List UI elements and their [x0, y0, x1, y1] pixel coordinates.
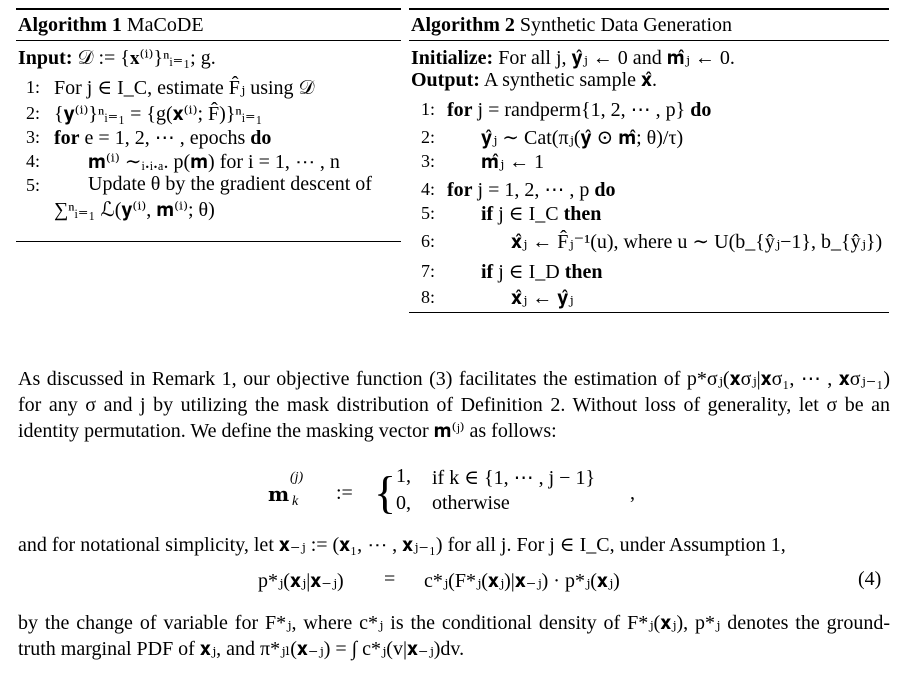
mask-symbol: 𝐦 — [268, 484, 290, 506]
loop-range: j = 1, 2, ⋯ , p — [477, 179, 590, 201]
paragraph-2-text: and for notational simplicity, let 𝐱₋ⱼ := (𝐱₁, ⋯ , 𝐱ⱼ₋₁) for all j. For j ∈ I_C, under Assumption 1, — [18, 534, 786, 556]
line-text: 𝐦⁽ⁱ⁾ ∼ᵢ.ᵢ.ₐ. p(𝐦) for i = 1, ⋯ , n — [88, 151, 340, 173]
keyword-then: then — [563, 203, 602, 225]
algorithm-1-title — [16, 10, 401, 40]
line-text: {𝐲⁽ⁱ⁾}ⁿᵢ₌₁ = {g(𝐱⁽ⁱ⁾; F̂)}ⁿᵢ₌₁ — [54, 103, 263, 125]
algorithm-1-name: MaCoDE — [126, 14, 204, 36]
line-text: 𝐱̂ⱼ ← F̂ⱼ⁻¹(u), where u ∼ U(b_{ŷⱼ−1}, b_{ŷⱼ}) — [511, 231, 883, 253]
line-text — [54, 125, 271, 150]
line-number: 3: — [26, 127, 41, 147]
paragraph-3 — [18, 610, 890, 662]
case-1-condition: if k ∈ {1, ⋯ , j − 1} — [432, 467, 596, 489]
algorithm-2-label: Algorithm 2 — [411, 14, 515, 36]
equation-4-lhs: p*ⱼ(𝐱ⱼ|𝐱₋ⱼ) — [258, 570, 344, 592]
equation-4-rhs: c*ⱼ(F*ⱼ(𝐱ⱼ)|𝐱₋ⱼ) · p*ⱼ(𝐱ⱼ) — [424, 570, 620, 592]
line-text: 𝐲̂ⱼ ∼ Cat(πⱼ(𝐲̂ ⊙ 𝐦̂; θ)/τ) — [481, 127, 684, 149]
keyword-do: do — [690, 99, 712, 121]
algorithm-2-output — [411, 69, 657, 92]
equation-4-equals: = — [384, 568, 396, 590]
algorithm-2-initialize — [411, 45, 735, 70]
case-2-condition: otherwise — [432, 492, 510, 514]
line-text — [481, 201, 601, 226]
algorithm-2-box — [409, 8, 889, 313]
line-number: 4: — [26, 151, 41, 171]
input-text: 𝒟 := {𝐱⁽ⁱ⁾}ⁿᵢ₌₁; g. — [77, 47, 216, 69]
condition: j ∈ I_D — [498, 261, 560, 283]
equation-comma: , — [630, 482, 635, 504]
output-text: A synthetic sample 𝐱̂. — [483, 69, 657, 91]
line-text — [481, 259, 602, 284]
line-text — [447, 177, 616, 202]
keyword-for: for — [447, 99, 473, 121]
paragraph-1-text: As discussed in Remark 1, our objective function (3) facilitates the estimation of p*σⱼ(𝐱σⱼ|𝐱σ₁, ⋯ , 𝐱σⱼ₋₁) for any σ and j by utilizing the mask distribution of Definition 2. Without loss of generality, let σ be an identity permutation. We define the masking vector 𝐦⁽ʲ⁾ as follows: — [18, 368, 890, 442]
line-text: Update θ by the gradient descent of — [88, 173, 372, 195]
line-number: 1: — [421, 99, 436, 119]
paragraph-1 — [18, 366, 890, 444]
line-text: ∑ⁿᵢ₌₁ ℒ(𝐲⁽ⁱ⁾, 𝐦⁽ⁱ⁾; θ) — [54, 199, 215, 221]
initialize-label: Initialize: — [411, 47, 494, 69]
keyword-for: for — [54, 127, 80, 149]
algorithm-2-title — [409, 10, 889, 40]
definition-operator: := — [336, 482, 353, 504]
line-text: 𝐱̂ⱼ ← 𝐲̂ⱼ — [511, 287, 574, 309]
line-text — [447, 97, 711, 122]
keyword-do: do — [594, 179, 616, 201]
loop-range: j = randperm{1, 2, ⋯ , p} — [477, 99, 686, 121]
keyword-if: if — [481, 203, 494, 225]
line-number: 4: — [421, 179, 436, 199]
line-text: 𝐦̂ⱼ ← 1 — [481, 151, 545, 173]
mask-subscript: k — [292, 494, 299, 509]
mask-superscript: (j) — [290, 470, 304, 485]
keyword-for: for — [447, 179, 473, 201]
line-number: 5: — [26, 175, 41, 195]
line-number: 5: — [421, 203, 436, 223]
algorithm-1-body — [16, 41, 401, 241]
algorithm-2-name: Synthetic Data Generation — [519, 14, 733, 36]
line-number: 7: — [421, 261, 436, 281]
keyword-do: do — [250, 127, 272, 149]
equation-4-number: (4) — [858, 568, 882, 590]
paragraph-2 — [18, 532, 890, 558]
algorithm-1-label: Algorithm 1 — [18, 14, 122, 36]
keyword-then: then — [564, 261, 603, 283]
algorithm-1-input — [18, 45, 216, 70]
algorithm-2-body — [409, 41, 889, 312]
line-text: For j ∈ I_C, estimate F̂ⱼ using 𝒟 — [54, 77, 315, 99]
algorithm-1-box — [16, 8, 401, 242]
case-1-value: 1, — [396, 465, 411, 487]
line-number: 2: — [421, 127, 436, 147]
loop-range: e = 1, 2, ⋯ , epochs — [84, 127, 246, 149]
algorithm-1-bottom-rule — [16, 241, 401, 242]
line-number: 2: — [26, 103, 41, 123]
condition: j ∈ I_C — [498, 203, 559, 225]
case-2-value: 0, — [396, 492, 411, 514]
equation-4 — [0, 568, 905, 596]
line-number: 3: — [421, 151, 436, 171]
line-number: 6: — [421, 231, 436, 251]
input-label: Input: — [18, 47, 73, 69]
line-number: 8: — [421, 287, 436, 307]
paragraph-3-text: by the change of variable for F*ⱼ, where c*ⱼ is the conditional density of F*ⱼ(𝐱ⱼ), p*ⱼ denotes the ground-truth marginal PDF of 𝐱ⱼ, and π*ⱼₗ(𝐱₋ⱼ) = ∫ c*ⱼ(v|𝐱₋ⱼ)dv. — [18, 612, 890, 660]
line-number: 1: — [26, 77, 41, 97]
algorithm-2-bottom-rule — [409, 312, 889, 313]
keyword-if: if — [481, 261, 494, 283]
cases-brace: { — [374, 467, 397, 518]
initialize-text: For all j, 𝐲̂ⱼ ← 0 and 𝐦̂ⱼ ← 0. — [498, 47, 735, 69]
output-label: Output: — [411, 69, 480, 91]
